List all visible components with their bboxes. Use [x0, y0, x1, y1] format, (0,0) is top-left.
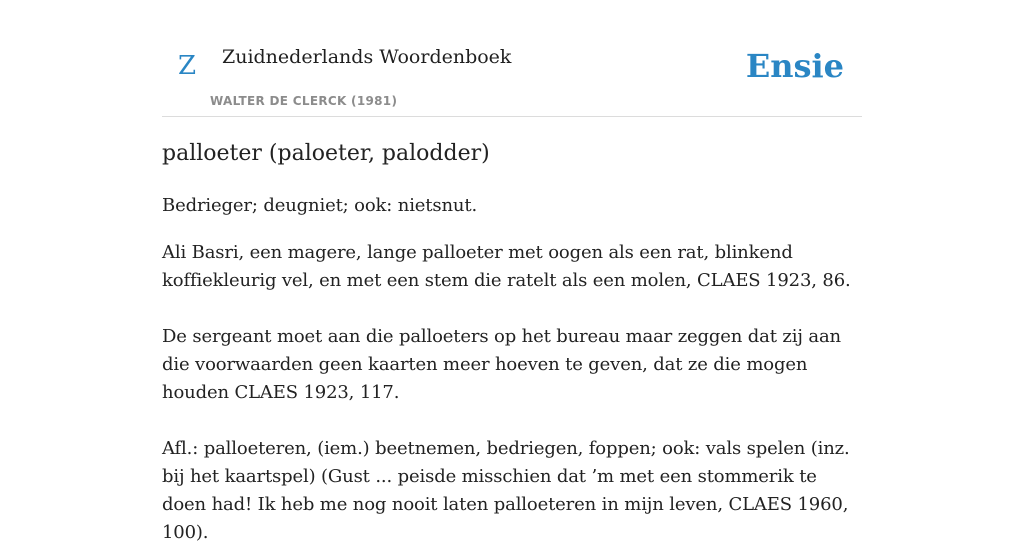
source-title[interactable]: Zuidnederlands Woordenboek: [222, 46, 512, 68]
source-author: WALTER DE CLERCK (1981): [210, 94, 398, 108]
entry-citation: De sergeant moet aan die palloeters op het bureau maar zeggen dat zij aan die voorwaarden geen kaarten meer hoeven te geven, dat ze die mogen houden CLAES 1923, 117.: [162, 326, 841, 403]
entry-citation: Ali Basri, een magere, lange palloeter met oogen als een rat, blinkend koffiekleurig vel, en met een stem die ratelt als een molen, CLAES 1923, 86.: [162, 242, 851, 291]
entry-headword: palloeter (paloeter, palodder): [162, 141, 490, 166]
entry-derivation: Afl.: palloeteren, (iem.) beetnemen, bedriegen, foppen; ook: vals spelen (inz. bij het kaartspel) (Gust ... peisde misschien dat ’m met een stommerik te doen had! Ik heb me nog nooit laten palloeteren in mijn leven, CLAES 1960, 100).: [162, 438, 850, 543]
entry-definition: Bedrieger; deugniet; ook: nietsnut.: [162, 195, 478, 216]
source-logo[interactable]: Z: [178, 51, 197, 81]
ensie-logo-link[interactable]: Ensie: [745, 47, 844, 85]
entry-content: [162, 136, 862, 547]
page-header: [162, 0, 862, 117]
